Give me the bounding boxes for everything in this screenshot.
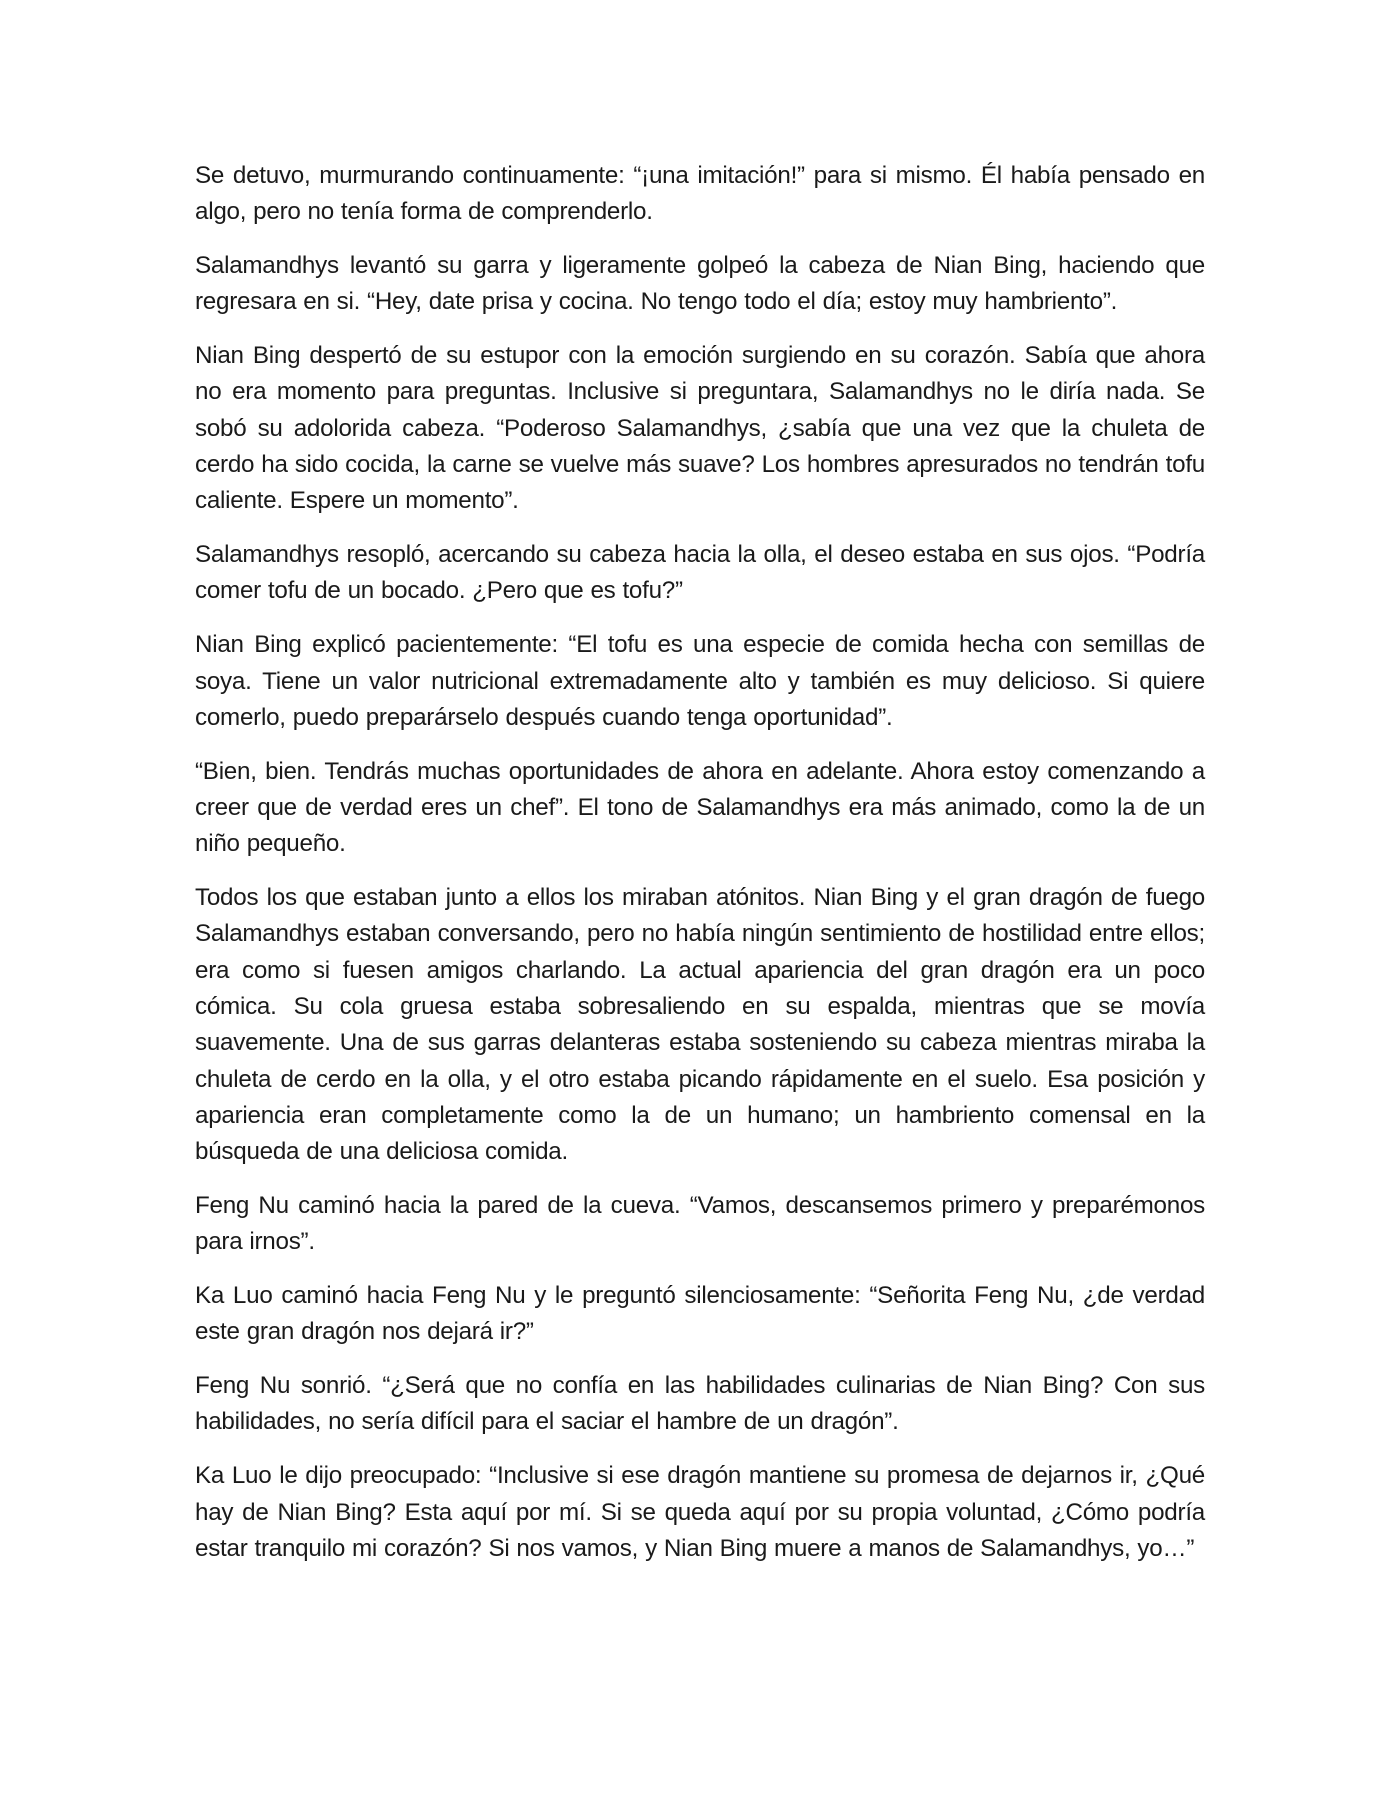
paragraph-8: Feng Nu caminó hacia la pared de la cueva. “Vamos, descansemos primero y preparémonos para irnos”.: [195, 1191, 1205, 1256]
paragraph-11: Ka Luo le dijo preocupado: “Inclusive si ese dragón mantiene su promesa de dejarnos ir, ¿Qué hay de Nian Bing? Esta aquí por mí. Si se queda aquí por su propia voluntad, ¿Cómo podría estar tranquilo mi corazón? Si nos vamos, y Nian Bing muere a manos de Salamandhys, yo…”: [195, 1462, 1205, 1562]
paragraph-2: Salamandhys levantó su garra y ligeramente golpeó la cabeza de Nian Bing, haciendo que regresara en si. “Hey, date prisa y cocina. No tengo todo el día; estoy muy hambriento”.: [195, 252, 1205, 316]
paragraph-9: Ka Luo caminó hacia Feng Nu y le preguntó silenciosamente: “Señorita Feng Nu, ¿de verdad este gran dragón nos dejará ir?”: [195, 1282, 1205, 1346]
paragraph-4: Salamandhys resopló, acercando su cabeza hacia la olla, el deseo estaba en sus ojos. “Podría comer tofu de un bocado. ¿Pero que es tofu?”: [195, 541, 1205, 605]
paragraph-3: Nian Bing despertó de su estupor con la emoción surgiendo en su corazón. Sabía que ahora no era momento para preguntas. Inclusive si preguntara, Salamandhys no le diría nada. Se sobó su adolorida cabeza. “Poderoso Salamandhys, ¿sabía que una vez que la chuleta de cerdo ha sido cocida, la carne se vuelve más suave? Los hombres apresurados no tendrán tofu caliente. Espere un momento”.: [195, 342, 1205, 515]
paragraph-5: Nian Bing explicó pacientemente: “El tofu es una especie de comida hecha con semillas de soya. Tiene un valor nutricional extremadamente alto y también es muy delicioso. Si quiere comerlo, puedo preparárselo después cuando tenga oportunidad”.: [195, 631, 1205, 731]
document-page: [195, 158, 1205, 1585]
paragraph-6: “Bien, bien. Tendrás muchas oportunidades de ahora en adelante. Ahora estoy comenzando a creer que de verdad eres un chef”. El tono de Salamandhys era más animado, como la de un niño pequeño.: [195, 757, 1205, 858]
paragraph-7: Todos los que estaban junto a ellos los miraban atónitos. Nian Bing y el gran dragón de fuego Salamandhys estaban conversando, pero no había ningún sentimiento de hostilidad entre ellos; era como si fuesen amigos charlando. La actual apariencia del gran dragón era un poco cómica. Su cola gruesa estaba sobresaliendo en su espalda, mientras que se movía suavemente. Una de sus garras delanteras estaba sosteniendo su cabeza mientras miraba la chuleta de cerdo en la olla, y el otro estaba picando rápidamente en el suelo. Esa posición y apariencia eran completamente como la de un humano; un hambriento comensal en la búsqueda de una deliciosa comida.: [195, 884, 1205, 1166]
paragraph-1: Se detuvo, murmurando continuamente: “¡una imitación!” para si mismo. Él había pensado en algo, pero no tenía forma de comprenderlo.: [195, 162, 1205, 226]
paragraph-10: Feng Nu sonrió. “¿Será que no confía en las habilidades culinarias de Nian Bing? Con sus habilidades, no sería difícil para el saciar el hambre de un dragón”.: [195, 1372, 1205, 1436]
